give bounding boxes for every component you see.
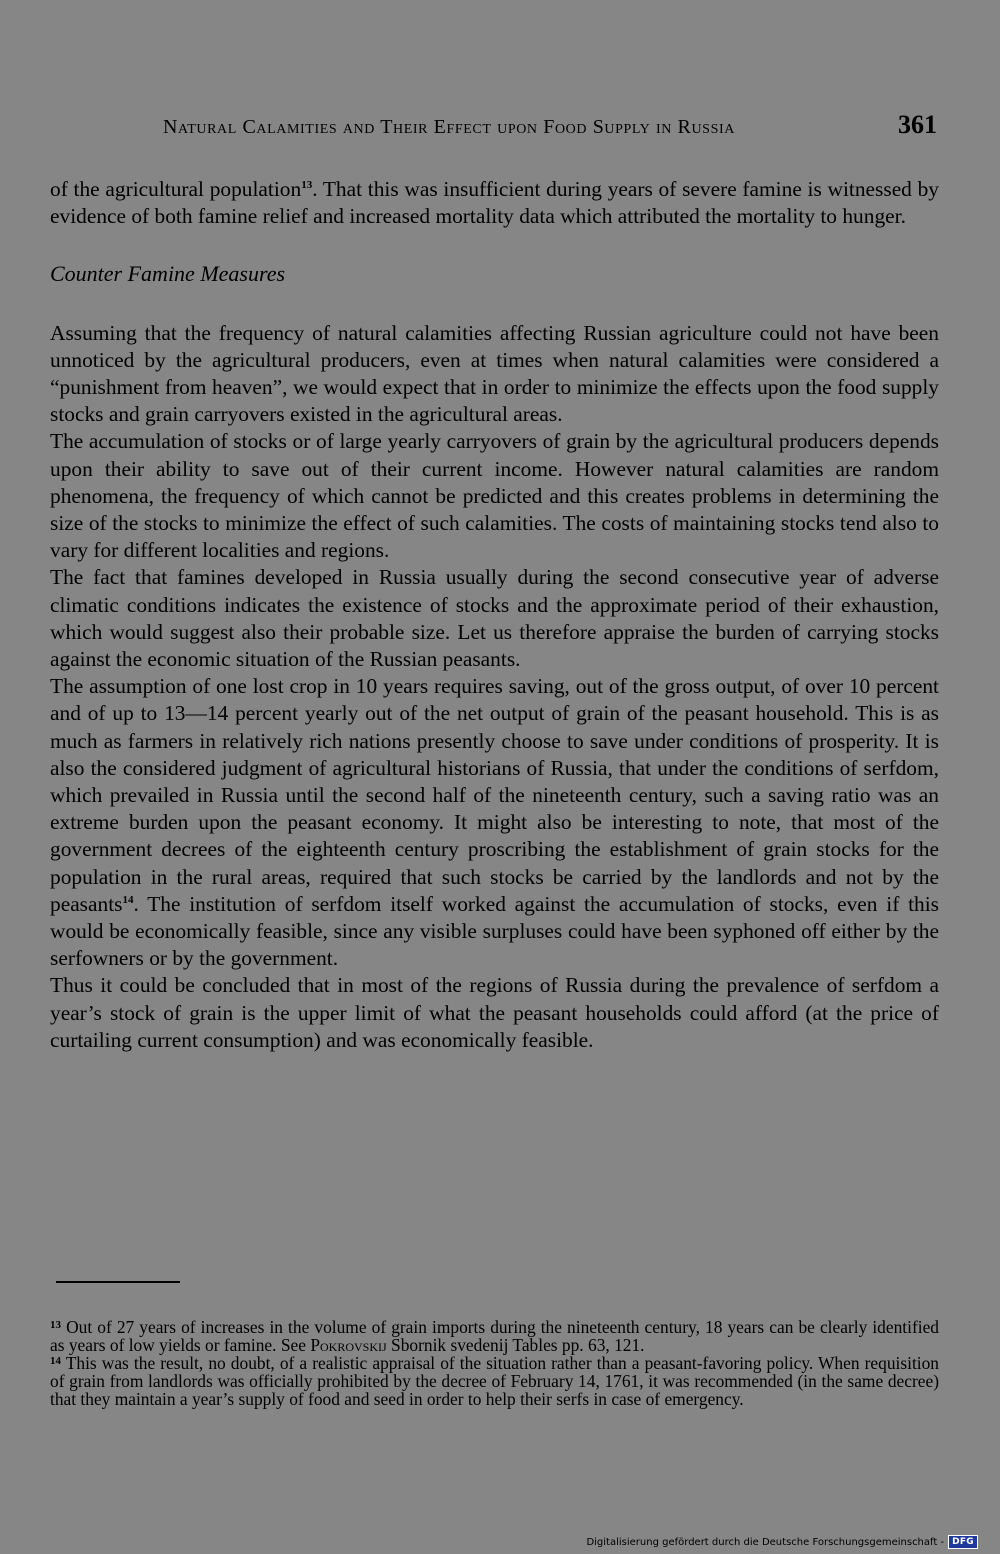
footnote-13-mark: 13 (50, 1319, 61, 1331)
running-title: Natural Calamities and Their Effect upon Food Supply in Russia (163, 116, 735, 138)
footnote-13-text: Out of 27 years of increases in the volume of grain imports during the nineteenth century, 18 years can be clearly identified as years of low yields or famine. See (50, 1317, 939, 1355)
footnote-14-mark: 14 (50, 1355, 61, 1367)
footnote-ref-13: 13 (301, 179, 313, 191)
page-number: 361 (898, 110, 937, 139)
dfg-logo: DFG (948, 1535, 978, 1549)
page-header (163, 110, 943, 146)
footnote-13-source: Sbornik svedenij Tables pp. 63, 121. (386, 1335, 645, 1355)
footnote-13 (50, 1318, 939, 1354)
footnote-separator (56, 1281, 180, 1283)
paragraph-5: Thus it could be concluded that in most of the regions of Russia during the prevalence of serfdom a year’s stock of grain is the upper limit of what the peasant households could afford (at the price of curtailing current consumption) and was economically feasible. (50, 973, 939, 1052)
footnote-14-text: This was the result, no doubt, of a realistic appraisal of the situation rather than a peasant-favoring policy. When requisition of grain from landlords was officially prohibited by the decree of February 14, 1761, it was recommended (in the same decree) that they maintain a year’s supply of food and seed in order to help their serfs in case of emergency. (50, 1353, 939, 1409)
credit-text: Digitalisierung gefördert durch die Deutsche Forschungsgemeinschaft - (586, 1536, 945, 1548)
main-text (50, 176, 939, 1054)
footnote-14 (50, 1354, 939, 1408)
footnotes (50, 1318, 939, 1408)
paragraph-4-start: The assumption of one lost crop in 10 years requires saving, out of the gross output, of over 10 percent and of up to 13—14 percent yearly out of the net output of grain of the peasant household. This is as much as farmers in relatively rich nations presently choose to save under conditions of prosperity. It is also the considered judgment of agricultural historians of Russia, that under the conditions of serfdom, which prevailed in Russia until the second half of the nineteenth century, such a saving ratio was an extreme burden upon the peasant economy. It might also be interesting to note, that most of the government decrees of the eighteenth century proscribing the establishment of grain stocks for the population in the rural areas, required that such stocks be carried by the landlords and not by the peasants (50, 674, 939, 916)
section-heading: Counter Famine Measures (50, 261, 286, 287)
paragraph-4 (50, 673, 939, 972)
paragraph-2: The accumulation of stocks or of large yearly carryovers of grain by the agricultural producers depends upon their ability to save out of their current income. However natural calamities are random phenomena, the frequency of which cannot be predicted and this creates problems in determining the size of the stocks to minimize the effect of such calamities. The costs of maintaining stocks tend also to vary for different localities and regions. (50, 429, 939, 563)
paragraph-3: The fact that famines developed in Russia usually during the second consecutive year of adverse climatic conditions indicates the existence of stocks and the approximate period of their exhaustion, which would suggest also their probable size. Let us therefore appraise the burden of carrying stocks against the economic situation of the Russian peasants. (50, 565, 939, 672)
footnote-13-author: Pokrovskij (310, 1335, 387, 1355)
paragraph-4-end: . The institution of serfdom itself worked against the accumulation of stocks, even if this would be economically feasible, since any visible surpluses could have been syphoned off either by the serfowners or by the government. (50, 891, 939, 971)
paragraph-1: Assuming that the frequency of natural calamities affecting Russian agriculture could not have been unnoticed by the agricultural producers, even at times when natural calamities were considered a “punishment from heaven”, we would expect that in order to minimize the effects upon the food supply stocks and grain carryovers existed in the agricultural areas. (50, 320, 939, 427)
intro-paragraph (50, 176, 939, 230)
intro-text-start: of the agricultural population (50, 177, 302, 201)
digitization-credit (586, 1535, 978, 1549)
footnote-ref-14: 14 (122, 893, 134, 906)
intro-text-end: . That this was insufficient during years of severe famine is witnessed by evidence of both famine relief and increased mortality data which attributed the mortality to hunger. (50, 177, 939, 229)
